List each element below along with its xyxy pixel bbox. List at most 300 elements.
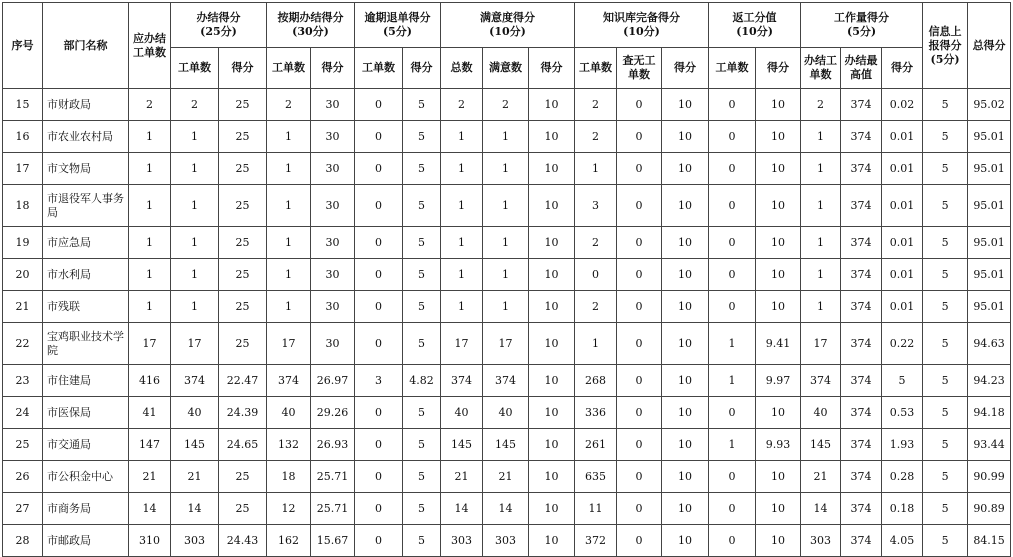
table-cell: 30: [311, 121, 355, 153]
table-row: [3, 259, 1011, 291]
table-cell: 0: [355, 89, 403, 121]
row-dept-cell: 市应急局: [43, 227, 129, 259]
table-cell: 374: [841, 493, 882, 525]
row-dept-cell: 市水利局: [43, 259, 129, 291]
table-cell: 132: [267, 429, 311, 461]
table-cell: 25: [219, 153, 267, 185]
table-row: [3, 323, 1011, 365]
header-ret-count: 工单数: [709, 48, 756, 89]
table-cell: 17: [171, 323, 219, 365]
table-cell: 0: [709, 291, 756, 323]
row-seq-cell: 24: [3, 397, 43, 429]
table-cell: 5: [403, 525, 441, 557]
row-dept-cell: 宝鸡职业技术学院: [43, 323, 129, 365]
table-row: [3, 461, 1011, 493]
table-cell: 10: [756, 397, 801, 429]
table-cell: 5: [403, 323, 441, 365]
table-cell: 95.02: [968, 89, 1011, 121]
table-cell: 1: [171, 291, 219, 323]
table-cell: 1: [483, 227, 529, 259]
table-cell: 0: [575, 259, 617, 291]
table-cell: 21: [171, 461, 219, 493]
table-cell: 145: [801, 429, 841, 461]
table-cell: 0: [355, 227, 403, 259]
table-cell: 5: [923, 323, 968, 365]
table-cell: 0: [709, 397, 756, 429]
table-cell: 10: [529, 365, 575, 397]
table-cell: 10: [529, 89, 575, 121]
table-cell: 40: [483, 397, 529, 429]
table-cell: 5: [923, 185, 968, 227]
row-seq-cell: 23: [3, 365, 43, 397]
row-dept-cell: 市财政局: [43, 89, 129, 121]
table-cell: 0: [709, 185, 756, 227]
table-cell: 95.01: [968, 259, 1011, 291]
table-cell: 1: [801, 227, 841, 259]
table-row: [3, 153, 1011, 185]
table-cell: 10: [662, 185, 709, 227]
table-cell: 10: [529, 259, 575, 291]
table-cell: 10: [756, 259, 801, 291]
table-cell: 303: [441, 525, 483, 557]
table-cell: 9.41: [756, 323, 801, 365]
table-row: [3, 227, 1011, 259]
table-cell: 1: [129, 227, 171, 259]
table-cell: 0.01: [882, 259, 923, 291]
row-dept-cell: 市医保局: [43, 397, 129, 429]
table-cell: 25: [219, 259, 267, 291]
table-cell: 372: [575, 525, 617, 557]
table-cell: 17: [129, 323, 171, 365]
table-cell: 10: [756, 121, 801, 153]
table-cell: 26.97: [311, 365, 355, 397]
table-cell: 374: [841, 121, 882, 153]
table-cell: 145: [483, 429, 529, 461]
table-cell: 14: [801, 493, 841, 525]
table-cell: 1: [441, 291, 483, 323]
table-cell: 93.44: [968, 429, 1011, 461]
table-cell: 17: [483, 323, 529, 365]
table-cell: 0.02: [882, 89, 923, 121]
table-cell: 336: [575, 397, 617, 429]
table-cell: 0: [617, 493, 662, 525]
table-cell: 374: [483, 365, 529, 397]
table-cell: 30: [311, 323, 355, 365]
row-dept-cell: 市商务局: [43, 493, 129, 525]
table-cell: 14: [171, 493, 219, 525]
row-seq-cell: 20: [3, 259, 43, 291]
table-cell: 0: [355, 525, 403, 557]
table-cell: 10: [529, 429, 575, 461]
row-seq-cell: 25: [3, 429, 43, 461]
table-cell: 1: [483, 259, 529, 291]
table-cell: 5: [403, 121, 441, 153]
header-wl-max: 办结最高值: [841, 48, 882, 89]
table-cell: 1: [441, 185, 483, 227]
table-cell: 374: [841, 89, 882, 121]
table-cell: 25.71: [311, 461, 355, 493]
table-cell: 261: [575, 429, 617, 461]
table-cell: 10: [662, 365, 709, 397]
table-cell: 1: [483, 121, 529, 153]
table-cell: 1.93: [882, 429, 923, 461]
table-cell: 30: [311, 185, 355, 227]
table-cell: 5: [923, 397, 968, 429]
table-cell: 0: [617, 365, 662, 397]
header-ontime-group: 按期办结得分 (30分): [267, 3, 355, 48]
table-cell: 10: [662, 429, 709, 461]
table-cell: 268: [575, 365, 617, 397]
table-cell: 25.71: [311, 493, 355, 525]
table-cell: 14: [129, 493, 171, 525]
table-cell: 1: [171, 259, 219, 291]
table-cell: 25: [219, 461, 267, 493]
header-sat-score: 得分: [529, 48, 575, 89]
table-cell: 14: [441, 493, 483, 525]
table-cell: 1: [129, 259, 171, 291]
table-cell: 1: [129, 153, 171, 185]
table-cell: 17: [267, 323, 311, 365]
table-row: [3, 185, 1011, 227]
row-dept-cell: 市退役军人事务局: [43, 185, 129, 227]
table-cell: 17: [441, 323, 483, 365]
table-cell: 374: [841, 153, 882, 185]
table-cell: 10: [756, 493, 801, 525]
table-cell: 1: [441, 259, 483, 291]
table-cell: 374: [171, 365, 219, 397]
header-dept: 部门名称: [43, 3, 129, 89]
table-cell: 0: [617, 397, 662, 429]
table-cell: 10: [529, 185, 575, 227]
row-seq-cell: 21: [3, 291, 43, 323]
table-cell: 0: [709, 493, 756, 525]
table-row: [3, 291, 1011, 323]
table-cell: 10: [662, 153, 709, 185]
table-cell: 41: [129, 397, 171, 429]
table-cell: 374: [841, 227, 882, 259]
row-seq-cell: 15: [3, 89, 43, 121]
table-cell: 10: [529, 153, 575, 185]
table-cell: 374: [441, 365, 483, 397]
table-cell: 2: [171, 89, 219, 121]
table-cell: 1: [483, 291, 529, 323]
table-cell: 90.89: [968, 493, 1011, 525]
table-row: [3, 525, 1011, 557]
table-cell: 0: [617, 525, 662, 557]
row-dept-cell: 市农业农村局: [43, 121, 129, 153]
table-cell: 95.01: [968, 291, 1011, 323]
table-cell: 0: [709, 227, 756, 259]
table-cell: 2: [129, 89, 171, 121]
table-cell: 0: [617, 259, 662, 291]
table-cell: 0: [617, 227, 662, 259]
table-cell: 1: [801, 259, 841, 291]
table-cell: 5: [403, 153, 441, 185]
table-cell: 40: [267, 397, 311, 429]
table-cell: 24.43: [219, 525, 267, 557]
table-cell: 10: [662, 397, 709, 429]
header-kb-score: 得分: [662, 48, 709, 89]
table-cell: 0: [355, 461, 403, 493]
table-cell: 10: [529, 525, 575, 557]
table-cell: 303: [171, 525, 219, 557]
header-seq: 序号: [3, 3, 43, 89]
table-cell: 5: [882, 365, 923, 397]
table-cell: 1: [575, 323, 617, 365]
table-cell: 0.01: [882, 185, 923, 227]
table-cell: 374: [841, 259, 882, 291]
table-cell: 5: [923, 121, 968, 153]
table-cell: 0: [355, 259, 403, 291]
header-row-group: [3, 3, 1011, 48]
table-cell: 1: [267, 291, 311, 323]
table-cell: 1: [483, 153, 529, 185]
table-cell: 10: [529, 121, 575, 153]
table-cell: 1: [801, 185, 841, 227]
row-seq-cell: 22: [3, 323, 43, 365]
header-kb-none: 查无工单数: [617, 48, 662, 89]
table-cell: 374: [841, 461, 882, 493]
row-seq-cell: 27: [3, 493, 43, 525]
table-row: [3, 365, 1011, 397]
table-cell: 0: [617, 153, 662, 185]
table-cell: 635: [575, 461, 617, 493]
table-cell: 10: [756, 153, 801, 185]
table-row: [3, 89, 1011, 121]
table-cell: 10: [662, 291, 709, 323]
table-cell: 374: [267, 365, 311, 397]
table-cell: 374: [801, 365, 841, 397]
table-cell: 147: [129, 429, 171, 461]
table-cell: 12: [267, 493, 311, 525]
header-handled-count: 工单数: [171, 48, 219, 89]
table-cell: 9.93: [756, 429, 801, 461]
table-cell: 24.65: [219, 429, 267, 461]
table-cell: 1: [129, 291, 171, 323]
table-cell: 0: [355, 493, 403, 525]
table-cell: 94.18: [968, 397, 1011, 429]
table-cell: 10: [662, 323, 709, 365]
table-cell: 21: [801, 461, 841, 493]
header-ret-score: 得分: [756, 48, 801, 89]
table-cell: 5: [923, 365, 968, 397]
table-cell: 1: [441, 227, 483, 259]
table-cell: 25: [219, 89, 267, 121]
table-cell: 1: [709, 323, 756, 365]
table-cell: 5: [403, 291, 441, 323]
table-cell: 5: [923, 493, 968, 525]
table-cell: 29.26: [311, 397, 355, 429]
table-cell: 18: [267, 461, 311, 493]
table-cell: 0: [355, 121, 403, 153]
table-cell: 0: [617, 89, 662, 121]
table-cell: 9.97: [756, 365, 801, 397]
table-cell: 26.93: [311, 429, 355, 461]
table-cell: 0: [355, 185, 403, 227]
table-cell: 5: [923, 89, 968, 121]
table-cell: 10: [662, 89, 709, 121]
table-cell: 15.67: [311, 525, 355, 557]
table-cell: 5: [403, 397, 441, 429]
header-overdue-group: 逾期退单得分 (5分): [355, 3, 441, 48]
table-cell: 0: [709, 121, 756, 153]
table-cell: 40: [801, 397, 841, 429]
table-cell: 2: [267, 89, 311, 121]
table-cell: 10: [756, 291, 801, 323]
table-cell: 1: [267, 121, 311, 153]
table-cell: 10: [662, 259, 709, 291]
table-cell: 94.63: [968, 323, 1011, 365]
table-cell: 416: [129, 365, 171, 397]
table-cell: 1: [801, 153, 841, 185]
table-cell: 5: [923, 525, 968, 557]
table-cell: 5: [923, 461, 968, 493]
table-cell: 30: [311, 89, 355, 121]
table-cell: 5: [403, 227, 441, 259]
table-cell: 0: [709, 525, 756, 557]
table-cell: 2: [483, 89, 529, 121]
table-cell: 1: [575, 153, 617, 185]
table-cell: 94.23: [968, 365, 1011, 397]
table-cell: 10: [662, 461, 709, 493]
row-dept-cell: 市邮政局: [43, 525, 129, 557]
table-cell: 1: [171, 121, 219, 153]
header-wl-count: 办结工单数: [801, 48, 841, 89]
header-should-handle: 应办结工单数: [129, 3, 171, 89]
table-cell: 0.01: [882, 121, 923, 153]
table-cell: 5: [403, 429, 441, 461]
table-cell: 374: [841, 291, 882, 323]
table-cell: 1: [709, 429, 756, 461]
table-cell: 10: [529, 397, 575, 429]
table-cell: 2: [575, 291, 617, 323]
table-cell: 0: [355, 153, 403, 185]
table-cell: 303: [801, 525, 841, 557]
table-cell: 10: [756, 525, 801, 557]
table-cell: 14: [483, 493, 529, 525]
table-row: [3, 397, 1011, 429]
table-cell: 5: [923, 227, 968, 259]
table-cell: 1: [267, 153, 311, 185]
header-ontime-score: 得分: [311, 48, 355, 89]
table-cell: 0.22: [882, 323, 923, 365]
table-cell: 0: [617, 121, 662, 153]
table-cell: 10: [662, 493, 709, 525]
table-cell: 1: [171, 227, 219, 259]
table-cell: 17: [801, 323, 841, 365]
table-row: [3, 429, 1011, 461]
header-returned-group: 返工分值 (10分): [709, 3, 801, 48]
table-cell: 84.15: [968, 525, 1011, 557]
row-seq-cell: 18: [3, 185, 43, 227]
table-cell: 162: [267, 525, 311, 557]
header-ontime-count: 工单数: [267, 48, 311, 89]
row-dept-cell: 市交通局: [43, 429, 129, 461]
table-cell: 30: [311, 227, 355, 259]
header-total: 总得分: [968, 3, 1011, 89]
table-cell: 10: [662, 525, 709, 557]
table-cell: 0.01: [882, 153, 923, 185]
table-cell: 5: [923, 259, 968, 291]
table-cell: 1: [267, 259, 311, 291]
row-seq-cell: 26: [3, 461, 43, 493]
table-cell: 374: [841, 397, 882, 429]
table-cell: 2: [441, 89, 483, 121]
table-cell: 10: [529, 227, 575, 259]
table-cell: 145: [441, 429, 483, 461]
table-cell: 0: [617, 291, 662, 323]
header-satisfaction-group: 满意度得分 (10分): [441, 3, 575, 48]
table-cell: 25: [219, 323, 267, 365]
row-seq-cell: 17: [3, 153, 43, 185]
table-cell: 10: [756, 227, 801, 259]
table-cell: 0: [355, 323, 403, 365]
table-cell: 90.99: [968, 461, 1011, 493]
table-cell: 5: [403, 89, 441, 121]
table-cell: 1: [801, 291, 841, 323]
table-header: [3, 3, 1011, 89]
table-cell: 0: [355, 397, 403, 429]
table-cell: 21: [483, 461, 529, 493]
table-cell: 1: [441, 153, 483, 185]
table-cell: 2: [801, 89, 841, 121]
table-cell: 0.28: [882, 461, 923, 493]
row-dept-cell: 市公积金中心: [43, 461, 129, 493]
row-seq-cell: 19: [3, 227, 43, 259]
header-handled-score: 得分: [219, 48, 267, 89]
table-row: [3, 121, 1011, 153]
table-cell: 10: [529, 493, 575, 525]
table-cell: 25: [219, 121, 267, 153]
table-cell: 21: [441, 461, 483, 493]
table-cell: 374: [841, 185, 882, 227]
table-cell: 374: [841, 323, 882, 365]
table-cell: 374: [841, 429, 882, 461]
table-cell: 374: [841, 525, 882, 557]
table-cell: 10: [756, 185, 801, 227]
table-cell: 30: [311, 153, 355, 185]
table-cell: 95.01: [968, 153, 1011, 185]
table-cell: 10: [529, 323, 575, 365]
header-sat-count: 满意数: [483, 48, 529, 89]
table-cell: 4.82: [403, 365, 441, 397]
table-cell: 0: [709, 153, 756, 185]
table-cell: 0.01: [882, 227, 923, 259]
table-cell: 10: [529, 291, 575, 323]
header-overdue-score: 得分: [403, 48, 441, 89]
header-workload-group: 工作量得分 (5分): [801, 3, 923, 48]
row-dept-cell: 市残联: [43, 291, 129, 323]
header-overdue-count: 工单数: [355, 48, 403, 89]
table-cell: 1: [441, 121, 483, 153]
table-cell: 95.01: [968, 185, 1011, 227]
table-cell: 5: [403, 185, 441, 227]
table-cell: 1: [129, 185, 171, 227]
table-cell: 0: [617, 429, 662, 461]
table-row: [3, 493, 1011, 525]
table-cell: 0: [355, 291, 403, 323]
table-cell: 4.05: [882, 525, 923, 557]
table-cell: 3: [355, 365, 403, 397]
table-cell: 0.18: [882, 493, 923, 525]
table-cell: 3: [575, 185, 617, 227]
header-sat-total: 总数: [441, 48, 483, 89]
row-seq-cell: 16: [3, 121, 43, 153]
table-cell: 5: [403, 493, 441, 525]
table-cell: 30: [311, 259, 355, 291]
table-cell: 40: [171, 397, 219, 429]
table-cell: 0: [355, 429, 403, 461]
